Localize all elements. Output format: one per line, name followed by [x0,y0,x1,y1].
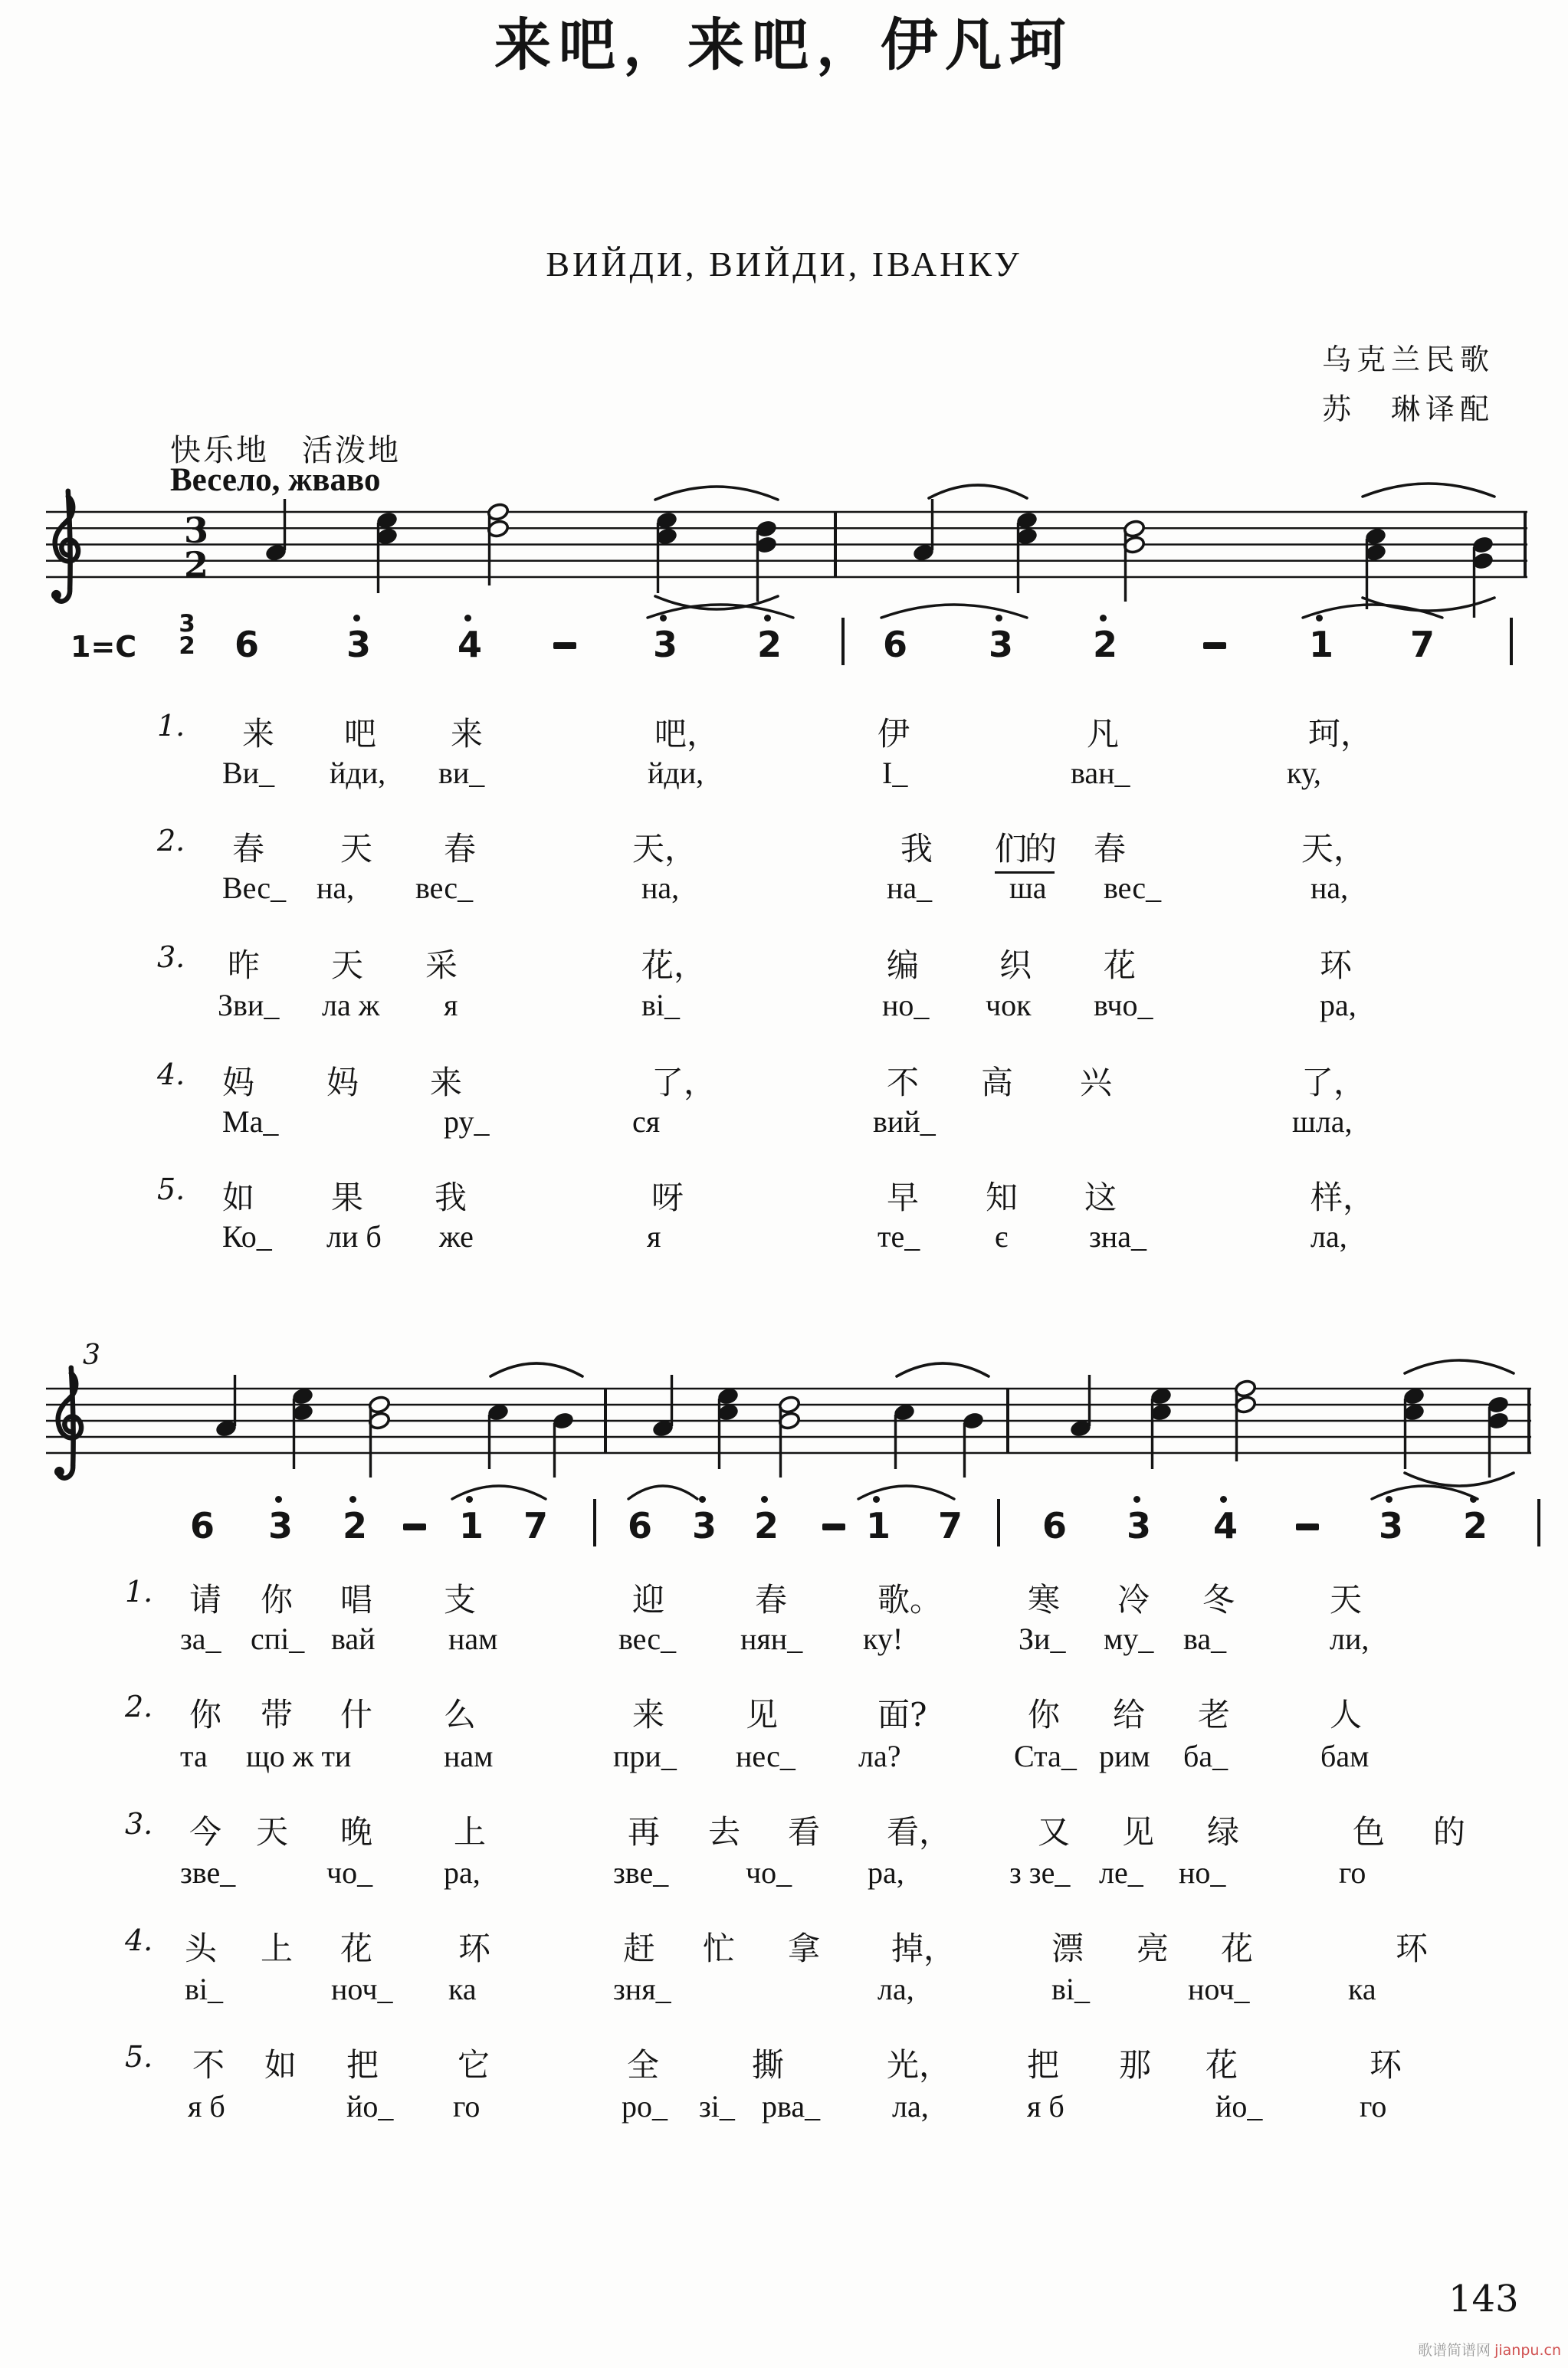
lyric-syllable-ukr: вчо_ [1094,988,1153,1022]
lyric-syllable-zh: 天 [340,830,373,868]
lyric-syllable-zh: 天 [256,1813,289,1851]
lyric-syllable-ukr: на, [317,871,355,905]
jianpu-note-number: 3 [1379,1505,1404,1546]
jianpu-barline [997,1499,1000,1546]
lyric-syllable-zh: 编 [887,946,920,984]
lyric-syllable-zh: 亮 [1137,1930,1169,1967]
lyric-syllable-zh: 样， [1310,1179,1376,1216]
jianpu-octave-dot [275,1496,282,1503]
lyric-syllable-zh: 环 [1396,1930,1429,1967]
verse-number: 2. [157,824,185,858]
lyric-syllable-zh: 它 [458,2046,490,2084]
lyric-syllable-zh: 兴 [1080,1064,1113,1101]
lyric-syllable-zh: 晚 [340,1813,373,1851]
lyric-syllable-ukr: ба_ [1183,1739,1228,1773]
lyric-syllable-ukr: вес_ [415,871,474,905]
lyric-syllable-ukr: но_ [1179,1855,1226,1890]
lyric-syllable-zh: 春 [1094,830,1127,868]
lyric-syllable-ukr: ноч_ [1188,1972,1250,2006]
lyric-syllable-ukr: зі_ [699,2089,735,2124]
lyric-syllable-ukr: нес_ [736,1739,795,1773]
jianpu-barline [593,1499,596,1546]
jianpu-slur-arc [1303,605,1442,618]
jianpu-note-number: 3 [268,1505,294,1546]
lyric-syllable-ukr: Ко_ [222,1219,272,1254]
lyric-syllable-zh: 天， [632,830,697,868]
lyric-syllable-zh: 人 [1330,1696,1363,1733]
lyric-syllable-ukr: вес_ [618,1622,677,1656]
treble-clef-icon [51,491,78,602]
jianpu-octave-dot [996,615,1002,622]
jianpu-octave-dot [353,615,360,622]
page-number: 143 [1448,2278,1519,2320]
jianpu-note-number: 6 [883,624,908,665]
lyric-syllable-zh: 们的 [995,824,1055,874]
lyric-syllable-zh: 吧 [344,715,377,753]
lyric-syllable-zh: 天， [1301,830,1366,868]
jianpu-note-number: 2 [754,1505,779,1546]
lyric-syllable-zh: 今 [189,1813,222,1851]
verse-number: 4. [157,1058,185,1091]
lyric-syllable-ukr: ві_ [641,988,680,1022]
lyric-syllable-zh: 头 [185,1930,218,1967]
lyric-syllable-ukr: ку! [863,1622,904,1656]
lyric-syllable-zh: 花 [1104,946,1137,984]
lyric-syllable-ukr: ві_ [1051,1972,1090,2006]
jianpu-note-number: 2 [757,624,782,665]
lyric-syllable-ukr: ро_ [622,2089,668,2124]
lyric-syllable-zh: 知 [986,1179,1019,1216]
slur-arc [1405,1360,1514,1373]
lyric-syllable-zh: 冷 [1117,1581,1150,1619]
lyric-syllable-ukr: зве_ [613,1855,669,1890]
jianpu-note-number: 3 [692,1505,717,1546]
lyric-syllable-ukr: ві_ [185,1972,223,2006]
lyric-syllable-zh: 吧， [654,715,720,753]
lyric-syllable-ukr: я [647,1219,661,1254]
verse-number: 5. [157,1173,185,1206]
lyric-syllable-zh: 昨 [228,946,261,984]
jianpu-note-number: 4 [1213,1505,1238,1546]
lyric-syllable-zh: 唱 [340,1581,373,1619]
lyric-syllable-zh: 请 [189,1581,222,1619]
lyric-syllable-zh: 不 [192,2046,225,2084]
lyric-syllable-ukr: ла? [858,1739,901,1773]
lyric-syllable-ukr: при_ [613,1739,677,1773]
lyric-syllable-zh: 又 [1038,1813,1071,1851]
lyric-syllable-zh: 么 [444,1696,477,1733]
lyric-syllable-ukr: я б [1027,2089,1064,2124]
translator-credit: 苏 琳译配 [1321,392,1494,426]
jianpu-dash [403,1523,426,1530]
slur-arc [929,485,1027,498]
watermark-text: 歌谱简谱网 [1418,2342,1491,2359]
measure-number: 3 [83,1340,100,1371]
lyric-syllable-ukr: ле_ [1099,1855,1143,1890]
lyric-syllable-zh: 花， [641,946,707,984]
lyric-syllable-zh: 把 [346,2046,379,2084]
jianpu-note-number: 1 [1309,624,1334,665]
lyric-syllable-zh: 给 [1113,1696,1146,1733]
jianpu-note-number: 2 [343,1505,368,1546]
jianpu-note-number: 3 [1127,1505,1152,1546]
slur-arc [655,487,778,500]
jianpu-note-number: 7 [523,1505,549,1546]
lyric-syllable-ukr: на_ [887,871,933,905]
lyric-syllable-ukr: ку, [1287,756,1321,790]
lyric-syllable-ukr: ли, [1330,1622,1370,1656]
jianpu-note-number: 6 [1042,1505,1068,1546]
lyric-syllable-ukr: ла, [1310,1219,1347,1254]
lyric-syllable-zh: 环 [1320,946,1353,984]
lyric-syllable-ukr: Зи_ [1019,1622,1066,1656]
lyric-syllable-zh: 赶 [623,1930,656,1967]
lyric-syllable-zh: 绿 [1207,1813,1240,1851]
jianpu-slur-arc [648,605,793,618]
lyric-syllable-zh: 天 [1330,1581,1363,1619]
lyric-syllable-zh: 呀 [651,1179,684,1216]
lyric-syllable-zh: 环 [1370,2046,1402,2084]
slur-arc [1405,1473,1514,1486]
lyric-syllable-ukr: вай [331,1622,376,1656]
lyric-syllable-ukr: нам [444,1739,494,1773]
jianpu-note-number: 7 [938,1505,963,1546]
jianpu-octave-dot [761,1496,768,1503]
lyric-syllable-ukr: Вес_ [222,871,287,905]
lyric-syllable-zh: 面? [877,1696,927,1733]
lyric-syllable-zh: 妈 [222,1064,255,1101]
lyric-syllable-zh: 伊 [877,715,910,753]
lyric-syllable-ukr: го [1339,1855,1366,1890]
lyric-syllable-ukr: на, [641,871,680,905]
lyric-syllable-ukr: му_ [1104,1622,1154,1656]
verse-number: 1. [125,1575,153,1609]
jianpu-note-number: 7 [1410,624,1435,665]
lyric-syllable-ukr: ру_ [444,1104,490,1139]
time-signature-fraction [173,610,201,661]
lyric-syllable-ukr: чок [986,988,1032,1022]
verse-number: 3. [125,1807,153,1841]
jianpu-octave-dot [660,615,667,622]
lyric-syllable-ukr: ра, [868,1855,904,1890]
tempo-marking-chinese: 快乐地 活泼地 [170,433,401,468]
jianpu-note-number: 6 [628,1505,653,1546]
verse-number: 4. [125,1924,153,1957]
lyric-syllable-zh: 不 [887,1064,920,1101]
lyric-syllable-zh: 忙 [703,1930,736,1967]
lyric-syllable-ukr: ка [448,1972,477,2006]
lyric-syllable-ukr: ла, [877,1972,914,2006]
watermark [1418,2339,1561,2360]
jianpu-barline [841,618,845,665]
lyric-syllable-zh: 妈 [326,1064,359,1101]
lyric-syllable-zh: 上 [454,1813,487,1851]
lyric-syllable-ukr: за_ [180,1622,221,1656]
lyric-syllable-ukr: ра, [1320,988,1356,1022]
lyric-syllable-ukr: бам [1320,1739,1370,1773]
lyric-syllable-zh: 什 [340,1696,373,1733]
lyric-syllable-zh: 全 [627,2046,660,2084]
lyric-syllable-zh: 春 [755,1581,788,1619]
lyric-syllable-ukr: же [439,1219,474,1254]
lyric-syllable-ukr: вес_ [1104,871,1162,905]
lyric-syllable-ukr: йо_ [1215,2089,1263,2124]
lyric-syllable-ukr: ва_ [1183,1622,1227,1656]
lyric-syllable-zh: 我 [435,1179,467,1216]
lyric-syllable-ukr: Ви_ [222,756,275,790]
slur-arc [897,1363,989,1376]
lyric-syllable-ukr: я б [188,2089,225,2124]
lyric-syllable-ukr: шла, [1292,1104,1353,1139]
key-signature-label: 1=C [71,630,137,664]
lyric-syllable-ukr: я [444,988,458,1022]
lyric-syllable-ukr: йди, [330,756,386,790]
lyric-syllable-zh: 高 [981,1064,1014,1101]
treble-clef-icon [54,1368,81,1478]
lyric-syllable-ukr: те_ [877,1219,920,1254]
lyric-syllable-zh: 光， [887,2046,952,2084]
jianpu-octave-dot [764,615,771,622]
lyric-syllable-ukr: Зви_ [218,988,280,1022]
lyric-syllable-zh: 老 [1198,1696,1231,1733]
jianpu-note-number: 2 [1093,624,1118,665]
lyric-syllable-ukr: ша [1009,871,1047,905]
lyric-syllable-ukr: йо_ [346,2089,394,2124]
lyric-syllable-zh: 你 [1028,1696,1061,1733]
lyric-syllable-zh: 的 [1433,1813,1466,1851]
lyric-syllable-zh: 珂， [1308,715,1373,753]
jianpu-note-number: 3 [989,624,1014,665]
lyric-syllable-zh: 早 [887,1179,920,1216]
song-subtitle: ВИЙДИ, ВИЙДИ, ІВАНКУ [546,244,1022,284]
jianpu-octave-dot [1100,615,1107,622]
jianpu-dash [1296,1523,1319,1530]
meter-bottom: 2 [179,632,195,661]
lyric-syllable-zh: 如 [264,2046,297,2084]
lyric-syllable-zh: 歌。 [877,1581,943,1619]
lyric-syllable-zh: 上 [261,1930,294,1967]
slur-arc [490,1363,582,1376]
time-signature-bottom: 2 [183,544,209,585]
lyric-syllable-ukr: Ста_ [1014,1739,1077,1773]
lyric-syllable-zh: 这 [1084,1179,1117,1216]
lyric-syllable-zh: 把 [1027,2046,1060,2084]
lyric-syllable-ukr: що ж ти [246,1739,352,1773]
lyric-syllable-ukr: зня_ [613,1972,671,2006]
lyric-syllable-ukr: нян_ [740,1622,803,1656]
source-credit: 乌克兰民歌 [1321,343,1494,376]
jianpu-octave-dot [1133,1496,1140,1503]
jianpu-dash [553,642,576,649]
lyric-syllable-zh: 花 [1221,1930,1254,1967]
lyric-syllable-zh: 看， [887,1813,952,1851]
jianpu-note-number: 6 [235,624,260,665]
lyric-syllable-zh: 了， [651,1064,717,1101]
lyric-syllable-ukr: є [995,1219,1009,1254]
jianpu-barline [1537,1499,1540,1546]
lyric-syllable-zh: 凡 [1087,715,1120,753]
lyric-syllable-zh: 漂 [1051,1930,1084,1967]
lyric-syllable-zh: 春 [232,830,265,868]
lyric-syllable-ukr: ла ж [322,988,380,1022]
lyric-syllable-ukr: ла, [892,2089,929,2124]
lyric-syllable-zh: 带 [261,1696,294,1733]
lyric-syllable-zh: 掉， [891,1930,956,1967]
verse-number: 5. [125,2040,153,2074]
lyric-syllable-ukr: чо_ [326,1855,373,1890]
lyric-syllable-zh: 看 [788,1813,821,1851]
lyric-syllable-zh: 色 [1353,1813,1386,1851]
lyric-syllable-zh: 来 [430,1064,463,1101]
lyric-syllable-zh: 花 [340,1930,373,1967]
lyric-syllable-zh: 你 [261,1581,294,1619]
lyric-syllable-zh: 采 [425,946,458,984]
lyric-syllable-ukr: ноч_ [331,1972,393,2006]
lyric-syllable-ukr: зве_ [180,1855,236,1890]
lyric-syllable-zh: 支 [444,1581,477,1619]
lyric-syllable-zh: 天 [331,946,364,984]
lyric-syllable-ukr: спі_ [251,1622,305,1656]
lyric-syllable-ukr: з зе_ [1009,1855,1071,1890]
lyric-syllable-zh: 环 [458,1930,491,1967]
lyric-syllable-zh: 迎 [632,1581,665,1619]
meter-top: 3 [179,610,195,638]
jianpu-note-number: 1 [459,1505,484,1546]
lyric-syllable-ukr: но_ [882,988,930,1022]
lyric-syllable-ukr: ви_ [438,756,485,790]
lyric-syllable-zh: 来 [632,1696,665,1733]
time-signature-top: 3 [183,510,209,551]
lyric-syllable-zh: 来 [242,715,275,753]
lyric-syllable-ukr: чо_ [746,1855,792,1890]
lyric-syllable-ukr: го [453,2089,481,2124]
jianpu-octave-dot [1470,1496,1477,1503]
lyric-syllable-ukr: Ма_ [222,1104,279,1139]
jianpu-octave-dot [464,615,471,622]
jianpu-octave-dot [349,1496,356,1503]
lyric-syllable-ukr: йди, [648,756,704,790]
lyric-syllable-ukr: ся [632,1104,661,1139]
lyric-syllable-ukr: ка [1348,1972,1376,2006]
lyric-syllable-zh: 你 [189,1696,222,1733]
jianpu-note-number: 1 [866,1505,891,1546]
lyric-syllable-zh: 撕 [752,2046,785,2084]
jianpu-octave-dot [873,1496,880,1503]
lyric-syllable-ukr: на, [1310,871,1349,905]
song-title: 来吧，来吧，伊凡珂 [494,12,1074,78]
lyric-syllable-ukr: вий_ [873,1104,936,1139]
jianpu-octave-dot [466,1496,473,1503]
jianpu-note-number: 2 [1463,1505,1488,1546]
jianpu-note-number: 3 [346,624,372,665]
lyric-syllable-zh: 那 [1119,2046,1152,2084]
lyric-syllable-ukr: нам [448,1622,498,1656]
lyric-syllable-ukr: ли б [326,1219,382,1254]
lyric-syllable-ukr: та [180,1739,208,1773]
verse-number: 1. [157,709,185,743]
jianpu-note-number: 6 [190,1505,215,1546]
jianpu-dash [822,1523,845,1530]
jianpu-dash [1203,642,1226,649]
slur-arc [1363,484,1494,497]
lyric-syllable-zh: 去 [708,1813,741,1851]
jianpu-octave-dot [1316,615,1323,622]
jianpu-note-number: 3 [653,624,678,665]
lyric-syllable-zh: 春 [444,830,477,868]
lyric-syllable-ukr: І_ [882,756,908,790]
jianpu-octave-dot [699,1496,706,1503]
lyric-syllable-zh: 寒 [1028,1581,1061,1619]
jianpu-octave-dot [1220,1496,1227,1503]
lyric-syllable-ukr: зна_ [1089,1219,1146,1254]
lyric-syllable-zh: 拿 [788,1930,821,1967]
jianpu-slur-arc [628,1486,697,1499]
jianpu-octave-dot [1386,1496,1393,1503]
verse-number: 2. [125,1690,153,1724]
lyric-syllable-zh: 再 [628,1813,661,1851]
lyric-syllable-zh: 见 [1122,1813,1155,1851]
lyric-syllable-ukr: рва_ [762,2089,821,2124]
tempo-marking-ukrainian: Весело, жваво [170,462,381,498]
verse-number: 3. [157,940,185,974]
lyric-syllable-zh: 见 [746,1696,779,1733]
lyric-syllable-zh: 织 [999,946,1032,984]
lyric-syllable-zh: 我 [900,830,933,868]
lyric-syllable-ukr: ра, [444,1855,481,1890]
lyric-syllable-zh: 了， [1301,1064,1366,1101]
jianpu-slur-arc [881,605,1027,618]
watermark-site: jianpu.cn [1494,2342,1561,2359]
jianpu-note-number: 4 [458,624,483,665]
lyric-syllable-ukr: ван_ [1071,756,1130,790]
lyric-syllable-zh: 如 [222,1179,255,1216]
lyric-syllable-ukr: рим [1099,1739,1150,1773]
lyric-syllable-zh: 花 [1206,2046,1238,2084]
jianpu-barline [1510,618,1513,665]
lyric-syllable-ukr: го [1360,2089,1387,2124]
lyric-syllable-zh: 来 [451,715,484,753]
lyric-syllable-zh: 果 [331,1179,364,1216]
lyric-syllable-zh: 冬 [1202,1581,1235,1619]
